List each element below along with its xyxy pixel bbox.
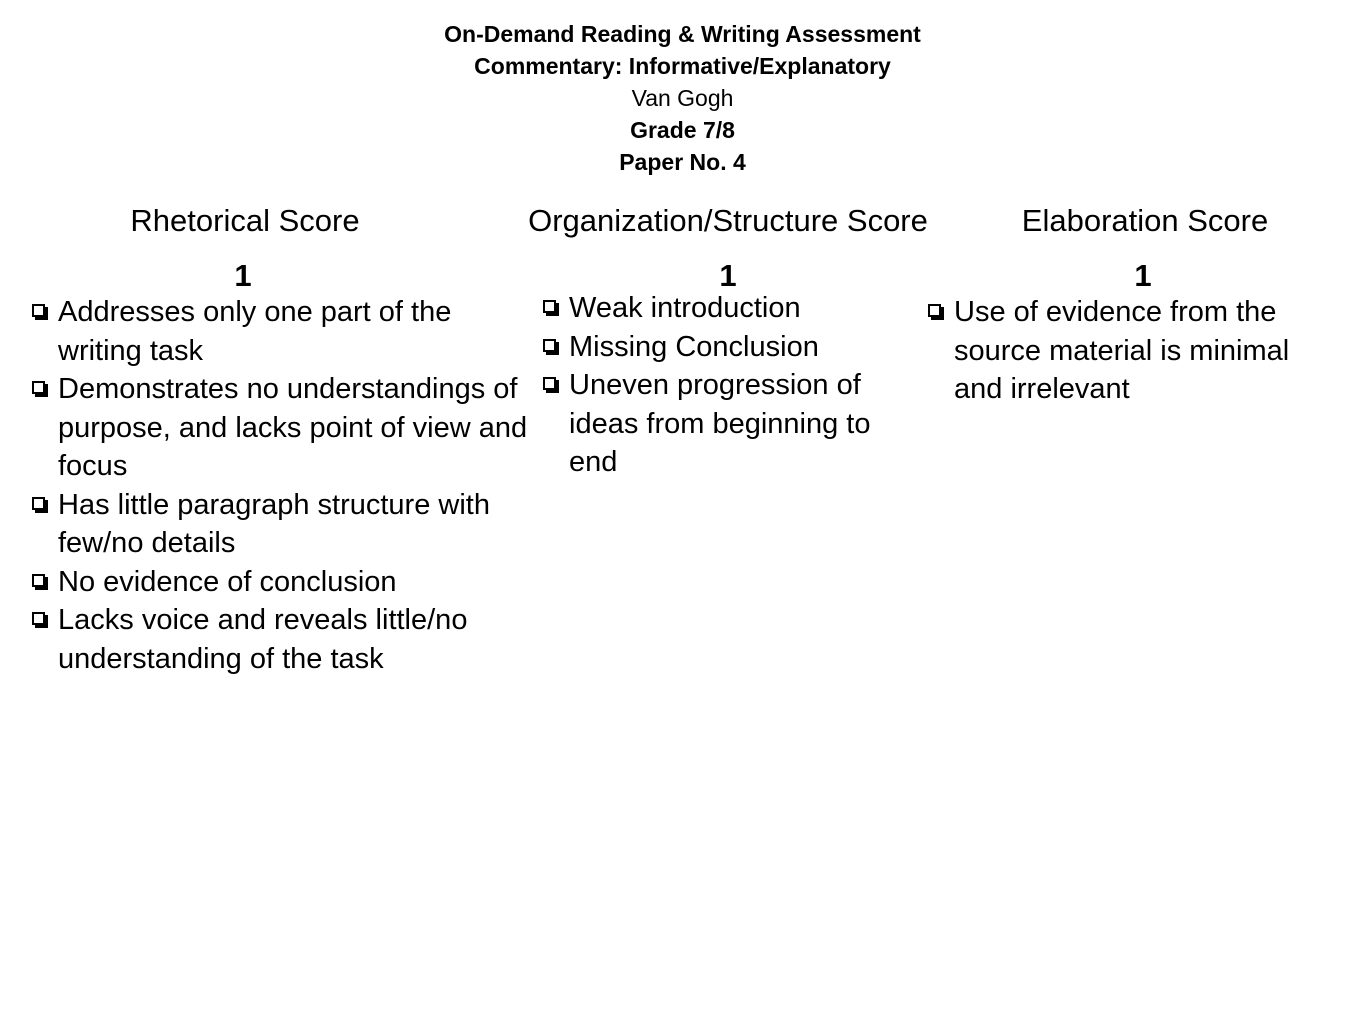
list-item: Demonstrates no understandings of purpose, and lacks point of view and focus <box>31 370 531 486</box>
rhetorical-score-value: 1 <box>234 258 252 293</box>
list-item: Has little paragraph structure with few/no details <box>31 486 531 563</box>
assessment-title: On-Demand Reading & Writing Assessment <box>444 21 921 47</box>
grade-level: Grade 7/8 <box>630 117 735 143</box>
checkbox-icon <box>32 574 45 587</box>
topic-name: Van Gogh <box>631 85 734 111</box>
document-header <box>0 18 1365 178</box>
list-item: Weak introduction <box>542 289 912 328</box>
paper-number: Paper No. 4 <box>619 149 746 175</box>
list-item: Missing Conclusion <box>542 328 912 367</box>
organization-score-title: Organization/Structure Score <box>528 203 928 238</box>
elaboration-score-value: 1 <box>1134 258 1152 293</box>
commentary-type: Commentary: Informative/Explanatory <box>474 53 891 79</box>
checkbox-icon <box>543 339 556 352</box>
rhetorical-score-title: Rhetorical Score <box>130 203 360 238</box>
organization-score-value: 1 <box>719 258 737 293</box>
checkbox-icon <box>928 304 941 317</box>
list-item: Lacks voice and reveals little/no understanding of the task <box>31 601 531 678</box>
list-item: No evidence of conclusion <box>31 563 531 602</box>
checkbox-icon <box>32 304 45 317</box>
checkbox-icon <box>32 381 45 394</box>
rhetorical-criteria-list <box>31 293 531 678</box>
list-item: Addresses only one part of the writing task <box>31 293 531 370</box>
list-item: Use of evidence from the source material is minimal and irrelevant <box>927 293 1337 409</box>
elaboration-score-title: Elaboration Score <box>1021 203 1269 238</box>
checkbox-icon <box>543 377 556 390</box>
organization-criteria-list <box>542 289 912 482</box>
elaboration-criteria-list <box>927 293 1337 409</box>
list-item: Uneven progression of ideas from beginning to end <box>542 366 912 482</box>
checkbox-icon <box>543 300 556 313</box>
checkbox-icon <box>32 497 45 510</box>
checkbox-icon <box>32 612 45 625</box>
